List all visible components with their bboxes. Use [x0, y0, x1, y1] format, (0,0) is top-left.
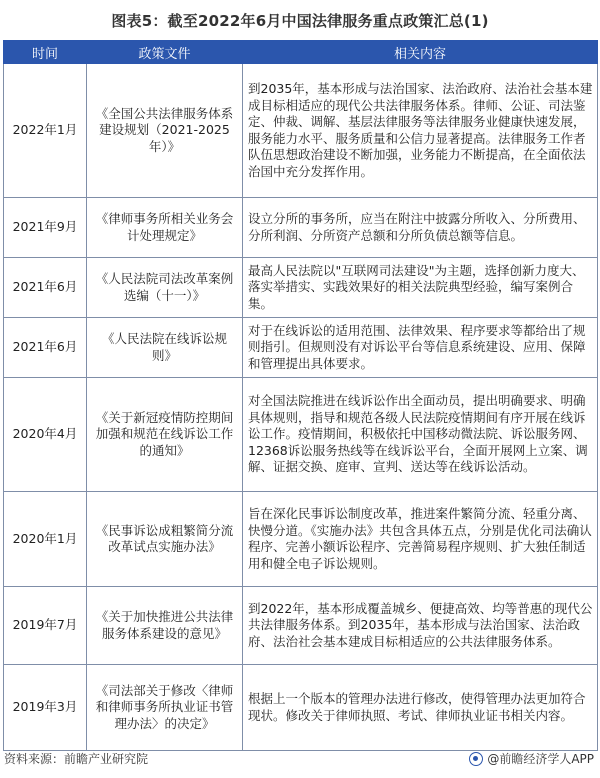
table-row — [4, 492, 598, 587]
header-time: 时间 — [4, 41, 87, 64]
row-time: 2021年6月 — [4, 258, 87, 318]
table-header-row — [4, 41, 598, 64]
row-policy-document: 《人民法院司法改革案例选编（十一）》 — [87, 258, 243, 318]
row-policy-document: 《司法部关于修改〈律师和律师事务所执业证书管理办法〉的决定》 — [87, 665, 243, 751]
row-content: 对于在线诉讼的适用范围、法律效果、程序要求等都给出了规则指引。但规则没有对诉讼平台等信息系统建设、应用、保障和管理提出具体要求。 — [243, 318, 598, 378]
row-policy-document: 《律师事务所相关业务会计处理规定》 — [87, 198, 243, 258]
header-policy-document: 政策文件 — [87, 41, 243, 64]
row-content: 旨在深化民事诉讼制度改革，推进案件繁简分流、轻重分离、快慢分道。《实施办法》共包含具体五点，分别是优化司法确认程序、完善小额诉讼程序、完善简易程序规则、扩大独任制适用和健全电子诉讼规则。 — [243, 492, 598, 587]
row-time: 2021年9月 — [4, 198, 87, 258]
row-content: 根据上一个版本的管理办法进行修改，使得管理办法更加符合现状。修改关于律师执照、考试、律师执业证书相关内容。 — [243, 665, 598, 751]
row-content: 最高人民法院以"互联网司法建设"为主题，选择创新力度大、落实举措实、实践效果好的相关法院典型经验，编写案例合集。 — [243, 258, 598, 318]
row-time: 2019年7月 — [4, 587, 87, 665]
row-policy-document: 《全国公共法律服务体系建设规划（2021-2025年）》 — [87, 64, 243, 198]
policy-table — [3, 40, 598, 751]
row-policy-document: 《关于加快推进公共法律服务体系建设的意见》 — [87, 587, 243, 665]
table-row — [4, 318, 598, 378]
table-row — [4, 378, 598, 492]
row-time: 2019年3月 — [4, 665, 87, 751]
row-policy-document: 《人民法院在线诉讼规则》 — [87, 318, 243, 378]
row-content: 对全国法院推进在线诉讼作出全面动员，提出明确要求、明确具体规则，指导和规范各级人民法院疫情期间有序开展在线诉讼工作。疫情期间，积极依托中国移动微法院、诉讼服务网、12368诉讼服务热线等在线诉讼平台，全面开展网上立案、调解、证据交换、庭审、宣判、送达等在线诉讼活动。 — [243, 378, 598, 492]
table-row — [4, 587, 598, 665]
table-row — [4, 198, 598, 258]
brand-credit — [469, 750, 594, 767]
table-row — [4, 64, 598, 198]
brand-logo-icon — [469, 752, 483, 766]
row-time: 2022年1月 — [4, 64, 87, 198]
row-policy-document: 《民事诉讼成粗繁简分流改革试点实施办法》 — [87, 492, 243, 587]
brand-text: @前瞻经济学人APP — [487, 752, 594, 766]
chart-title: 图表5：截至2022年6月中国法律服务重点政策汇总(1) — [111, 12, 489, 30]
row-time: 2020年1月 — [4, 492, 87, 587]
source-note: 资料来源：前瞻产业研究院 — [4, 752, 149, 766]
row-content: 设立分所的事务所，应当在附注中披露分所收入、分所费用、分所利润、分所资产总额和分所负债总额等信息。 — [243, 198, 598, 258]
table-row — [4, 258, 598, 318]
row-content: 到2022年，基本形成覆盖城乡、便捷高效、均等普惠的现代公共法律服务体系。到2035年，基本形成与法治国家、法治政府、法治社会基本建成目标相适应的公共法律服务体系。 — [243, 587, 598, 665]
header-related-content: 相关内容 — [243, 41, 598, 64]
row-policy-document: 《关于新冠疫情防控期间加强和规范在线诉讼工作的通知》 — [87, 378, 243, 492]
table-row — [4, 665, 598, 751]
row-content: 到2035年，基本形成与法治国家、法治政府、法治社会基本建成目标相适应的现代公共法律服务体系。律师、公证、司法鉴定、仲裁、调解、基层法律服务等法律服务业健康快速发展，服务能力水平、服务质量和公信力显著提高。法律服务工作者队伍思想政治建设不断加强，业务能力不断提高，在全面依法治国中充分发挥作用。 — [243, 64, 598, 198]
row-time: 2021年6月 — [4, 318, 87, 378]
footer — [4, 750, 594, 768]
row-time: 2020年4月 — [4, 378, 87, 492]
